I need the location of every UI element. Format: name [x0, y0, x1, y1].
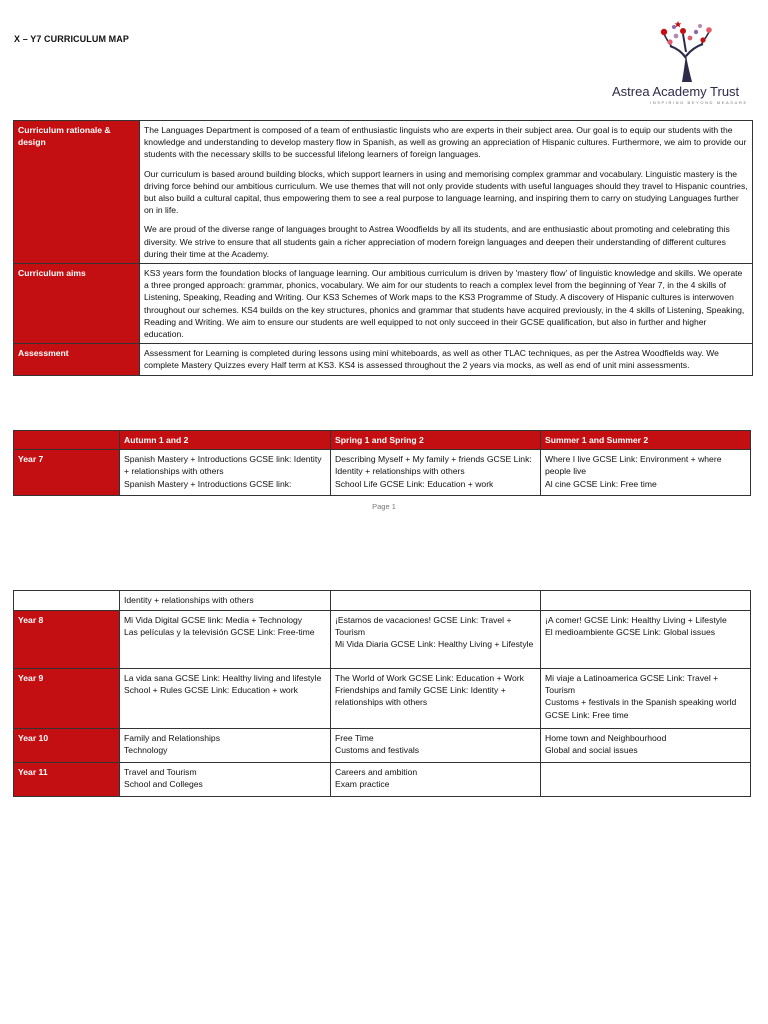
topic-line: Mi viaje a Latinoamerica GCSE Link: Travel + Tourism — [545, 673, 719, 696]
topic-cell — [541, 669, 751, 729]
logo-tagline: INSPIRING BEYOND MEASURE — [650, 100, 748, 105]
year-label: Year 11 — [14, 763, 120, 797]
year-label — [14, 591, 120, 611]
topic-line: Where I live GCSE Link: Environment + where people live — [545, 454, 722, 477]
table-row — [14, 591, 751, 611]
topic-cell — [331, 591, 541, 611]
topic-cell — [541, 763, 751, 797]
column-header — [14, 431, 120, 450]
row-content — [140, 344, 753, 375]
topic-line: Careers and ambition — [335, 767, 418, 777]
row-content — [140, 121, 753, 264]
document-title: X – Y7 CURRICULUM MAP — [14, 34, 129, 44]
row-content — [140, 264, 753, 344]
topic-cell — [331, 763, 541, 797]
column-header: Summer 1 and Summer 2 — [541, 431, 751, 450]
tree-icon — [612, 18, 764, 84]
astrea-logo — [612, 18, 764, 106]
topic-cell — [120, 763, 331, 797]
paragraph: The Languages Department is composed of a team of enthusiastic linguists who are experts in their subject area. Our goal is to equip our students with the knowledge and understanding to develop mastery flow in Spanish, as well as growing an appreciation of Hispanic cultures. Furthermore, we aim to provide our students with the necessary skills to be successful lifelong learners of foreign languages. — [144, 125, 747, 160]
logo-name: Astrea Academy Trust — [612, 84, 740, 99]
topic-line: School Life GCSE Link: Education + work — [335, 478, 494, 489]
rationale-row — [14, 264, 753, 344]
topic-line: The World of Work GCSE Link: Education + Work — [335, 673, 524, 683]
topic-cell — [120, 450, 331, 496]
table-row — [14, 450, 751, 496]
year-label: Year 10 — [14, 729, 120, 763]
paragraph: We are proud of the diverse range of languages brought to Astrea Woodfields by all its students, and are enthusiastic about promoting and celebrating this diversity. We strive to ensure that all students gain a richer appreciation of modern foreign languages and deepen their understanding of different cultures during their time at the Academy. — [144, 224, 730, 259]
topic-line: ¡Estamos de vacaciones! GCSE Link: Travel + Tourism — [335, 615, 512, 638]
topic-line: School and Colleges — [124, 779, 203, 790]
topic-cell — [120, 591, 331, 611]
topic-line: Customs + festivals in the Spanish speaking world GCSE Link: Free time — [545, 697, 737, 720]
topic-line: Global and social issues — [545, 745, 638, 756]
topic-line: Friendships and family GCSE Link: Identity + relationships with others — [335, 685, 506, 708]
topic-cell — [541, 611, 751, 669]
year-label: Year 8 — [14, 611, 120, 669]
topic-cell — [541, 591, 751, 611]
topic-line: Las películas y la televisión GCSE Link: Free-time — [124, 627, 315, 638]
paragraph: KS3 years form the foundation blocks of language learning. Our ambitious curriculum is driven by 'mastery flow' of linguistic knowledge and skills. We operate a three pronged approach: grammar, phonics, vocabulary. We aim for our students to reach a complex level from the beginning of Year 7, in the 4 skills of Listening, Speaking, Reading and Writing. Our KS3 Schemes of Work maps to the KS3 Programme of Study. A discovery of Hispanic cultures is interwoven throughout our schemes. KS4 builds on the key structures, phonics and grammar that students have acquired previously, in the 4 skills of Listening, Speaking, Reading and Writing. We aim to ensure our students are well equipped to not only succeed in their GCSE qualification, but also in further and higher education. — [144, 268, 745, 340]
row-label: Curriculum rationale & design — [14, 121, 140, 264]
page-number: Page 1 — [372, 502, 396, 511]
topic-line: La vida sana GCSE Link: Healthy living and lifestyle — [124, 673, 322, 683]
topic-line: Mi Vida Digital GCSE link: Media + Technology — [124, 615, 303, 625]
topic-line: Customs and festivals — [335, 745, 420, 756]
table-row — [14, 669, 751, 729]
table-row — [14, 763, 751, 797]
curriculum-map-table-continued — [13, 590, 751, 797]
table-row — [14, 611, 751, 669]
topic-line: Spanish Mastery + Introductions GCSE link: — [124, 478, 292, 489]
topic-line: Spanish Mastery + Introductions GCSE link: Identity + relationships with others — [124, 454, 322, 477]
topic-cell — [331, 450, 541, 496]
topic-line: Free Time — [335, 733, 374, 743]
topic-line: School + Rules GCSE Link: Education + work — [124, 685, 298, 696]
column-header: Autumn 1 and 2 — [120, 431, 331, 450]
topic-cell — [331, 669, 541, 729]
rationale-row — [14, 344, 753, 375]
header-row — [14, 431, 751, 450]
year-label: Year 9 — [14, 669, 120, 729]
column-header: Spring 1 and Spring 2 — [331, 431, 541, 450]
topic-cell — [541, 450, 751, 496]
curriculum-map-table — [13, 430, 751, 496]
row-label: Curriculum aims — [14, 264, 140, 344]
rationale-table — [13, 120, 753, 376]
paragraph: Assessment for Learning is completed during lessons using mini whiteboards, as well as other TLAC techniques, as per the Astrea Woodfields way. We complete Mastery Quizzes every Half term at KS3. KS4 is assessed throughout the 2 years via mocks, as well as end of unit mini assessments. — [144, 348, 719, 371]
topic-line: Describing Myself + My family + friends GCSE Link: Identity + relationships with others — [335, 454, 532, 477]
topic-line: ¡A comer! GCSE Link: Healthy Living + Lifestyle — [545, 615, 727, 625]
topic-line: Al cine GCSE Link: Free time — [545, 478, 657, 489]
row-label: Assessment — [14, 344, 140, 375]
topic-line: Travel and Tourism — [124, 767, 197, 777]
topic-line: Exam practice — [335, 779, 390, 790]
paragraph: Our curriculum is based around building blocks, which support learners in using and memorising complex grammar and vocabulary. Linguistic mastery is the driving force behind our ambitious curriculum. We use themes that will not only provide students with useful languages should they travel to Hispanic countries, but also build a cultural capital, thus empowering them to see a real purpose to language learning, and inspiring them to carry on studying Languages further on in life. — [144, 168, 748, 216]
topic-cell — [541, 729, 751, 763]
topic-line: Home town and Neighbourhood — [545, 733, 667, 743]
topic-cell — [120, 669, 331, 729]
topic-line: El medioambiente GCSE Link: Global issues — [545, 627, 716, 638]
topic-cell — [331, 729, 541, 763]
topic-line: Family and Relationships — [124, 733, 221, 743]
topic-cell — [331, 611, 541, 669]
topic-line: Mi Vida Diaria GCSE Link: Healthy Living + Lifestyle — [335, 639, 534, 650]
rationale-row — [14, 121, 753, 264]
topic-line: Identity + relationships with others — [124, 595, 254, 605]
topic-cell — [120, 729, 331, 763]
year-label: Year 7 — [14, 450, 120, 496]
topic-line: Technology — [124, 745, 168, 756]
table-row — [14, 729, 751, 763]
topic-cell — [120, 611, 331, 669]
